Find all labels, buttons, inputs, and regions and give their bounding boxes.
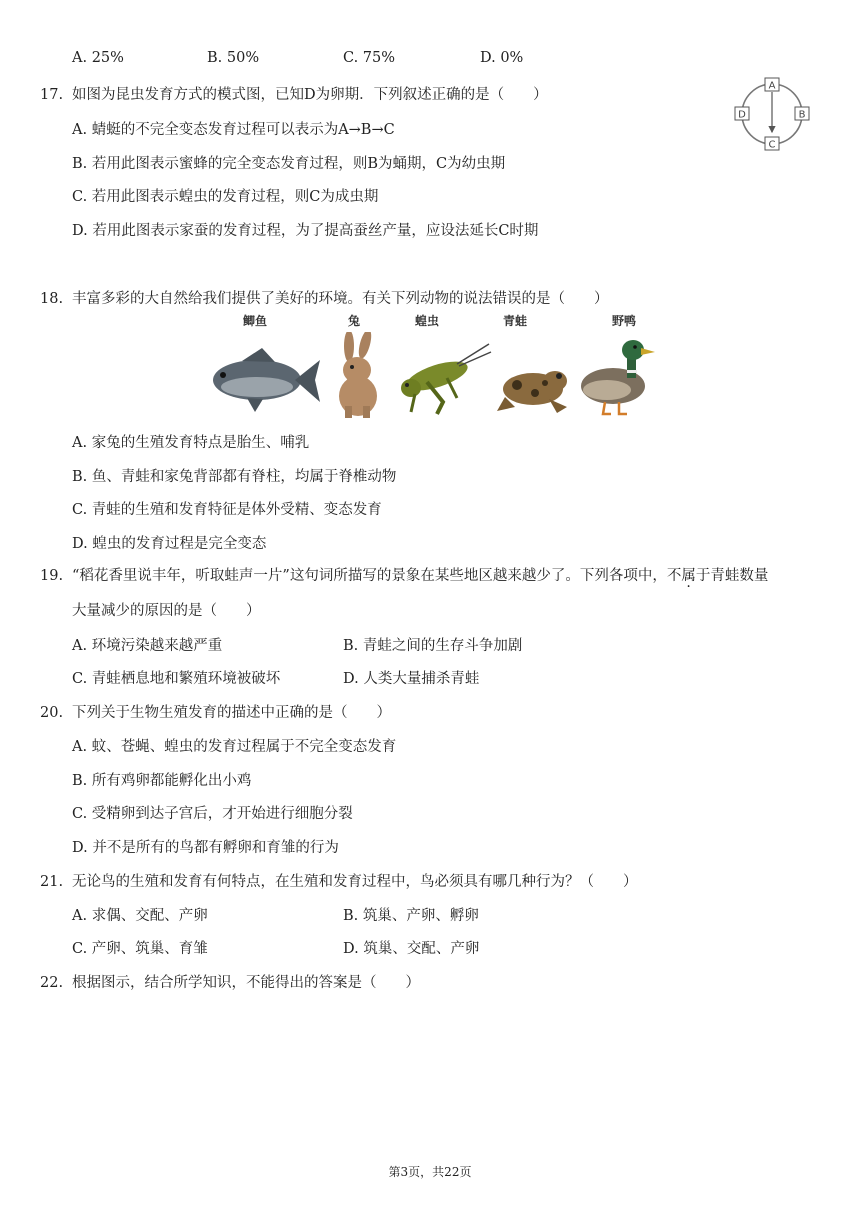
- question-number: 18.: [40, 291, 64, 307]
- question-number: 22.: [40, 975, 64, 991]
- q21-option-d: D. 筑巢、交配、产卵: [343, 941, 480, 957]
- animal-label-frog: 青蛙: [503, 314, 528, 328]
- q17-stem: [40, 83, 548, 104]
- animal-label-carp: 鲫鱼: [243, 314, 268, 328]
- stage-label-b: B: [798, 109, 806, 121]
- frog-image: [495, 357, 573, 415]
- q16-option-d: D. 0%: [480, 50, 524, 66]
- q17-option-c: C. 若用此图表示蝗虫的发育过程，则C为成虫期: [72, 189, 379, 205]
- q21-option-c: C. 产卵、筑巢、育雏: [72, 941, 208, 957]
- rabbit-image: [327, 332, 389, 418]
- q19-stem: [40, 564, 768, 585]
- carp-image: [207, 342, 322, 417]
- duck-image: [577, 334, 655, 418]
- q20-option-a: A. 蚊、苍蝇、蝗虫的发育过程属于不完全变态发育: [72, 739, 397, 755]
- question-text: 无论鸟的生殖和发育有何特点，在生殖和发育过程中，鸟必须具有哪几种行为？（ ）: [72, 874, 638, 890]
- q17-option-a: A. 蜻蜓的不完全变态发育过程可以表示为A→B→C: [72, 122, 395, 138]
- q18-option-a: A. 家兔的生殖发育特点是胎生、哺乳: [72, 435, 310, 451]
- question-text: “稻花香里说丰年，听取蛙声一片”这句词所描写的景象在某些地区越来越少了。下列各项中，: [72, 568, 667, 584]
- animal-label-locust: 蝗虫: [415, 314, 440, 328]
- emphasis-text: 不属于: [666, 568, 711, 584]
- q19-option-c: C. 青蛙栖息地和繁殖环境被破坏: [72, 671, 281, 687]
- question-text: 根据图示，结合所学知识，不能得出的答案是（ ）: [72, 975, 420, 991]
- question-text: 下列关于生物生殖发育的描述中正确的是（ ）: [72, 705, 391, 721]
- q18-option-b: B. 鱼、青蛙和家兔背部都有脊柱，均属于脊椎动物: [72, 469, 397, 485]
- question-number: 21.: [40, 874, 64, 890]
- question-text: 丰富多彩的大自然给我们提供了美好的环境。有关下列动物的说法错误的是（ ）: [72, 291, 609, 307]
- animal-figure: [205, 312, 655, 422]
- q20-option-b: B. 所有鸡卵都能孵化出小鸡: [72, 773, 252, 789]
- question-number: 17.: [40, 87, 64, 103]
- page-footer: 第3页，共22页: [388, 1165, 472, 1179]
- q21-stem: [40, 870, 638, 891]
- stage-label-d: D: [738, 109, 746, 121]
- q19-option-d: D. 人类大量捕杀青蛙: [343, 671, 480, 687]
- q17-option-d: D. 若用此图表示家蚕的发育过程，为了提高蚕丝产量，应设法延长C时期: [72, 223, 539, 239]
- q19-stem-line2: 大量减少的原因的是（ ）: [72, 603, 261, 619]
- q18-option-d: D. 蝗虫的发育过程是完全变态: [72, 536, 267, 552]
- q16-option-c: C. 75%: [343, 50, 396, 66]
- q19-option-a: A. 环境污染越来越严重: [72, 638, 223, 654]
- q17-option-b: B. 若用此图表示蜜蜂的完全变态发育过程，则B为蛹期，C为幼虫期: [72, 156, 506, 172]
- q20-option-c: C. 受精卵到达子宫后，才开始进行细胞分裂: [72, 806, 353, 822]
- animal-label-rabbit: 兔: [348, 314, 361, 328]
- life-cycle-diagram: [732, 76, 812, 152]
- q21-option-a: A. 求偶、交配、产卵: [72, 908, 208, 924]
- locust-image: [397, 342, 492, 418]
- q21-option-b: B. 筑巢、产卵、孵卵: [343, 908, 479, 924]
- q16-option-a: A. 25%: [72, 50, 124, 66]
- q20-option-d: D. 并不是所有的鸟都有孵卵和育雏的行为: [72, 840, 339, 856]
- question-text: 如图为昆虫发育方式的模式图，已知D为卵期．下列叙述正确的是（ ）: [72, 87, 548, 103]
- q18-stem: [40, 287, 609, 308]
- q16-option-b: B. 50%: [207, 50, 260, 66]
- question-number: 20.: [40, 705, 64, 721]
- question-number: 19.: [40, 568, 64, 584]
- animal-label-duck: 野鸭: [612, 314, 637, 328]
- q18-option-c: C. 青蛙的生殖和发育特征是体外受精、变态发育: [72, 502, 382, 518]
- q19-option-b: B. 青蛙之间的生存斗争加剧: [343, 638, 523, 654]
- question-text-tail: 青蛙数量: [710, 568, 769, 584]
- q22-stem: [40, 971, 420, 992]
- q20-stem: [40, 701, 391, 722]
- stage-label-a: A: [768, 80, 776, 92]
- stage-label-c: C: [768, 139, 776, 151]
